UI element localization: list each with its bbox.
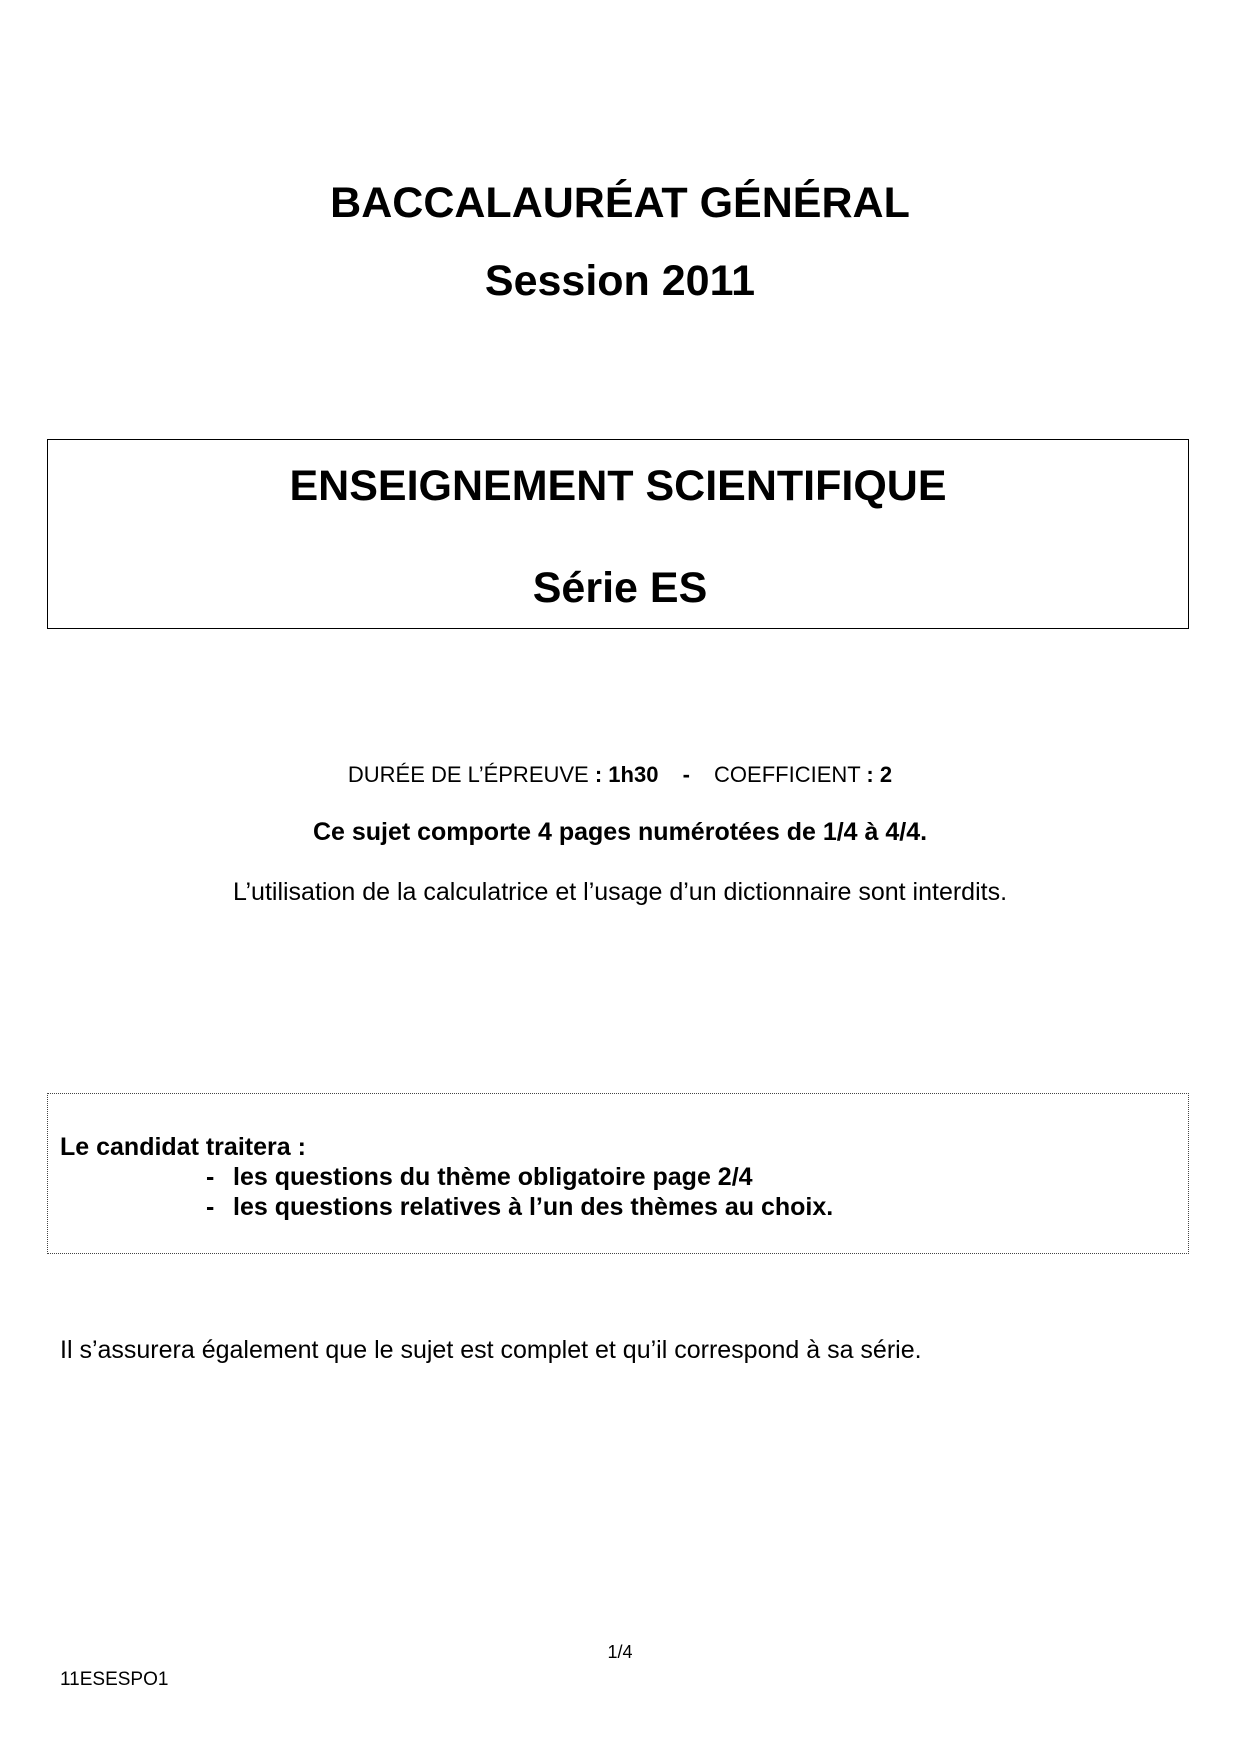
exam-title: BACCALAURÉAT GÉNÉRAL: [330, 179, 910, 227]
task-box: [47, 1093, 1189, 1254]
pages-notice: Ce sujet comporte 4 pages numérotées de 1/4 à 4/4.: [312, 818, 928, 846]
list-dash: -: [206, 1193, 215, 1221]
list-item-text: les questions relatives à l’un des thèmes au choix.: [233, 1193, 834, 1221]
coefficient-label: COEFFICIENT: [714, 762, 861, 787]
list-item: [206, 1192, 833, 1222]
duration-value: : 1h30: [594, 762, 659, 787]
list-dash: -: [206, 1163, 215, 1191]
rules-notice: L’utilisation de la calculatrice et l’usage d’un dictionnaire sont interdits.: [232, 878, 1008, 906]
session-year: Session 2011: [484, 257, 756, 305]
duration-line: [0, 761, 1240, 789]
task-list: [206, 1162, 833, 1222]
task-lead: Le candidat traitera :: [60, 1133, 306, 1161]
duration-label: DURÉE DE L’ÉPREUVE: [347, 762, 589, 787]
list-item-text: les questions du thème obligatoire page 2/4: [233, 1163, 753, 1191]
list-item: [206, 1162, 833, 1192]
coefficient-value: : 2: [866, 762, 893, 787]
document-code: 11ESESPO1: [60, 1669, 169, 1690]
serie-title: Série ES: [532, 564, 708, 612]
page-number: 1/4: [607, 1642, 633, 1662]
separator: -: [682, 762, 690, 787]
subject-title: ENSEIGNEMENT SCIENTIFIQUE: [289, 462, 947, 510]
check-notice: Il s’assurera également que le sujet est complet et qu’il correspond à sa série.: [60, 1336, 922, 1364]
